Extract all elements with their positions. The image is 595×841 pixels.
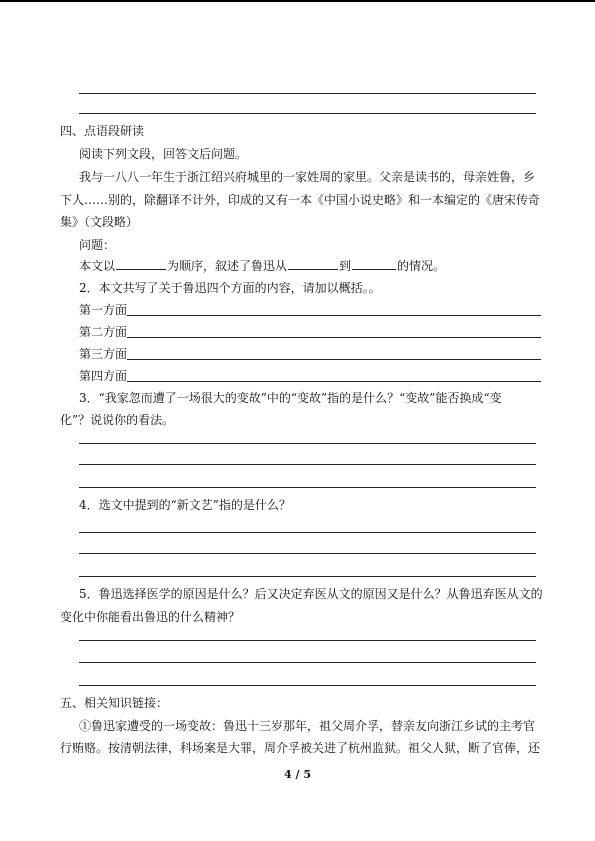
answer-line[interactable] — [79, 532, 536, 533]
passage-line-3: 集》（文段略） — [60, 215, 139, 229]
q1-text-c: 到 — [339, 259, 352, 273]
aspect-answer-line-2[interactable] — [127, 337, 541, 338]
aspect-answer-line-1[interactable] — [127, 315, 541, 316]
question-1 — [79, 258, 445, 274]
aspect-label-4: 第四方面 — [79, 369, 128, 383]
answer-line[interactable] — [79, 464, 536, 465]
aspect-label-1: 第一方面 — [79, 303, 128, 317]
questions-label: 问题： — [79, 238, 116, 252]
answer-line[interactable] — [79, 576, 536, 577]
fill-blank-to[interactable] — [352, 258, 396, 270]
answer-line[interactable] — [79, 553, 536, 554]
question-3-line-1: 3．“我家忽而遭了一场很大的变故”中的“变故”指的是什么？“变故”能否换成“变 — [79, 391, 502, 405]
fill-blank-order[interactable] — [116, 258, 166, 270]
answer-line[interactable] — [79, 662, 536, 663]
q1-text-b: 为顺序，叙述了鲁迅从 — [167, 259, 288, 273]
aspect-label-2: 第二方面 — [79, 325, 128, 339]
knowledge-line-2: 行贿赂。按清朝法律，科场案是大罪，周介孚被关进了杭州监狱。祖父人狱，断了官俸，还 — [60, 741, 541, 755]
question-3-line-2: 化”？说说你的看法。 — [60, 413, 175, 427]
answer-line[interactable] — [79, 443, 536, 444]
knowledge-line-1: ①鲁迅家遭受的一场变故：鲁迅十三岁那年，祖父周介孚，替亲友向浙江乡试的主考官 — [79, 719, 536, 733]
page-number: 4 / 5 — [284, 768, 311, 781]
passage-line-2: 下人……别的，除翻译不计外，印成的又有一本《中国小说史略》和一本编定的《唐宋传奇 — [60, 193, 541, 207]
passage-line-1: 我与一八八一年生于浙江绍兴府城里的一家姓周的家里。父亲是读书的，母亲姓鲁，乡 — [79, 170, 536, 184]
answer-line — [79, 93, 536, 94]
q1-text-d: 的情况。 — [397, 259, 446, 273]
aspect-answer-line-4[interactable] — [127, 381, 541, 382]
fill-blank-from[interactable] — [288, 258, 338, 270]
q1-text-a: 本文以 — [79, 259, 116, 273]
question-5-line-1: 5．鲁迅选择医学的原因是什么？后又决定弃医从文的原因又是什么？从鲁迅弃医从文的 — [79, 587, 543, 601]
section-5-heading: 五、相关知识链接： — [60, 696, 169, 710]
answer-line[interactable] — [79, 685, 536, 686]
answer-line[interactable] — [79, 487, 536, 488]
answer-line[interactable] — [79, 640, 536, 641]
question-4: 4．选文中提到的“新文艺”指的是什么？ — [79, 498, 291, 512]
reading-instruction: 阅读下列文段，回答文后问题。 — [79, 147, 248, 161]
aspect-label-3: 第三方面 — [79, 347, 128, 361]
answer-line — [79, 113, 536, 114]
aspect-answer-line-3[interactable] — [127, 359, 541, 360]
section-4-heading: 四、点语段研读 — [60, 124, 145, 138]
question-5-line-2: 变化中你能看出鲁迅的什么精神？ — [60, 610, 241, 624]
question-2: 2．本文共写了关于鲁迅四个方面的内容，请加以概括。。 — [79, 281, 381, 295]
